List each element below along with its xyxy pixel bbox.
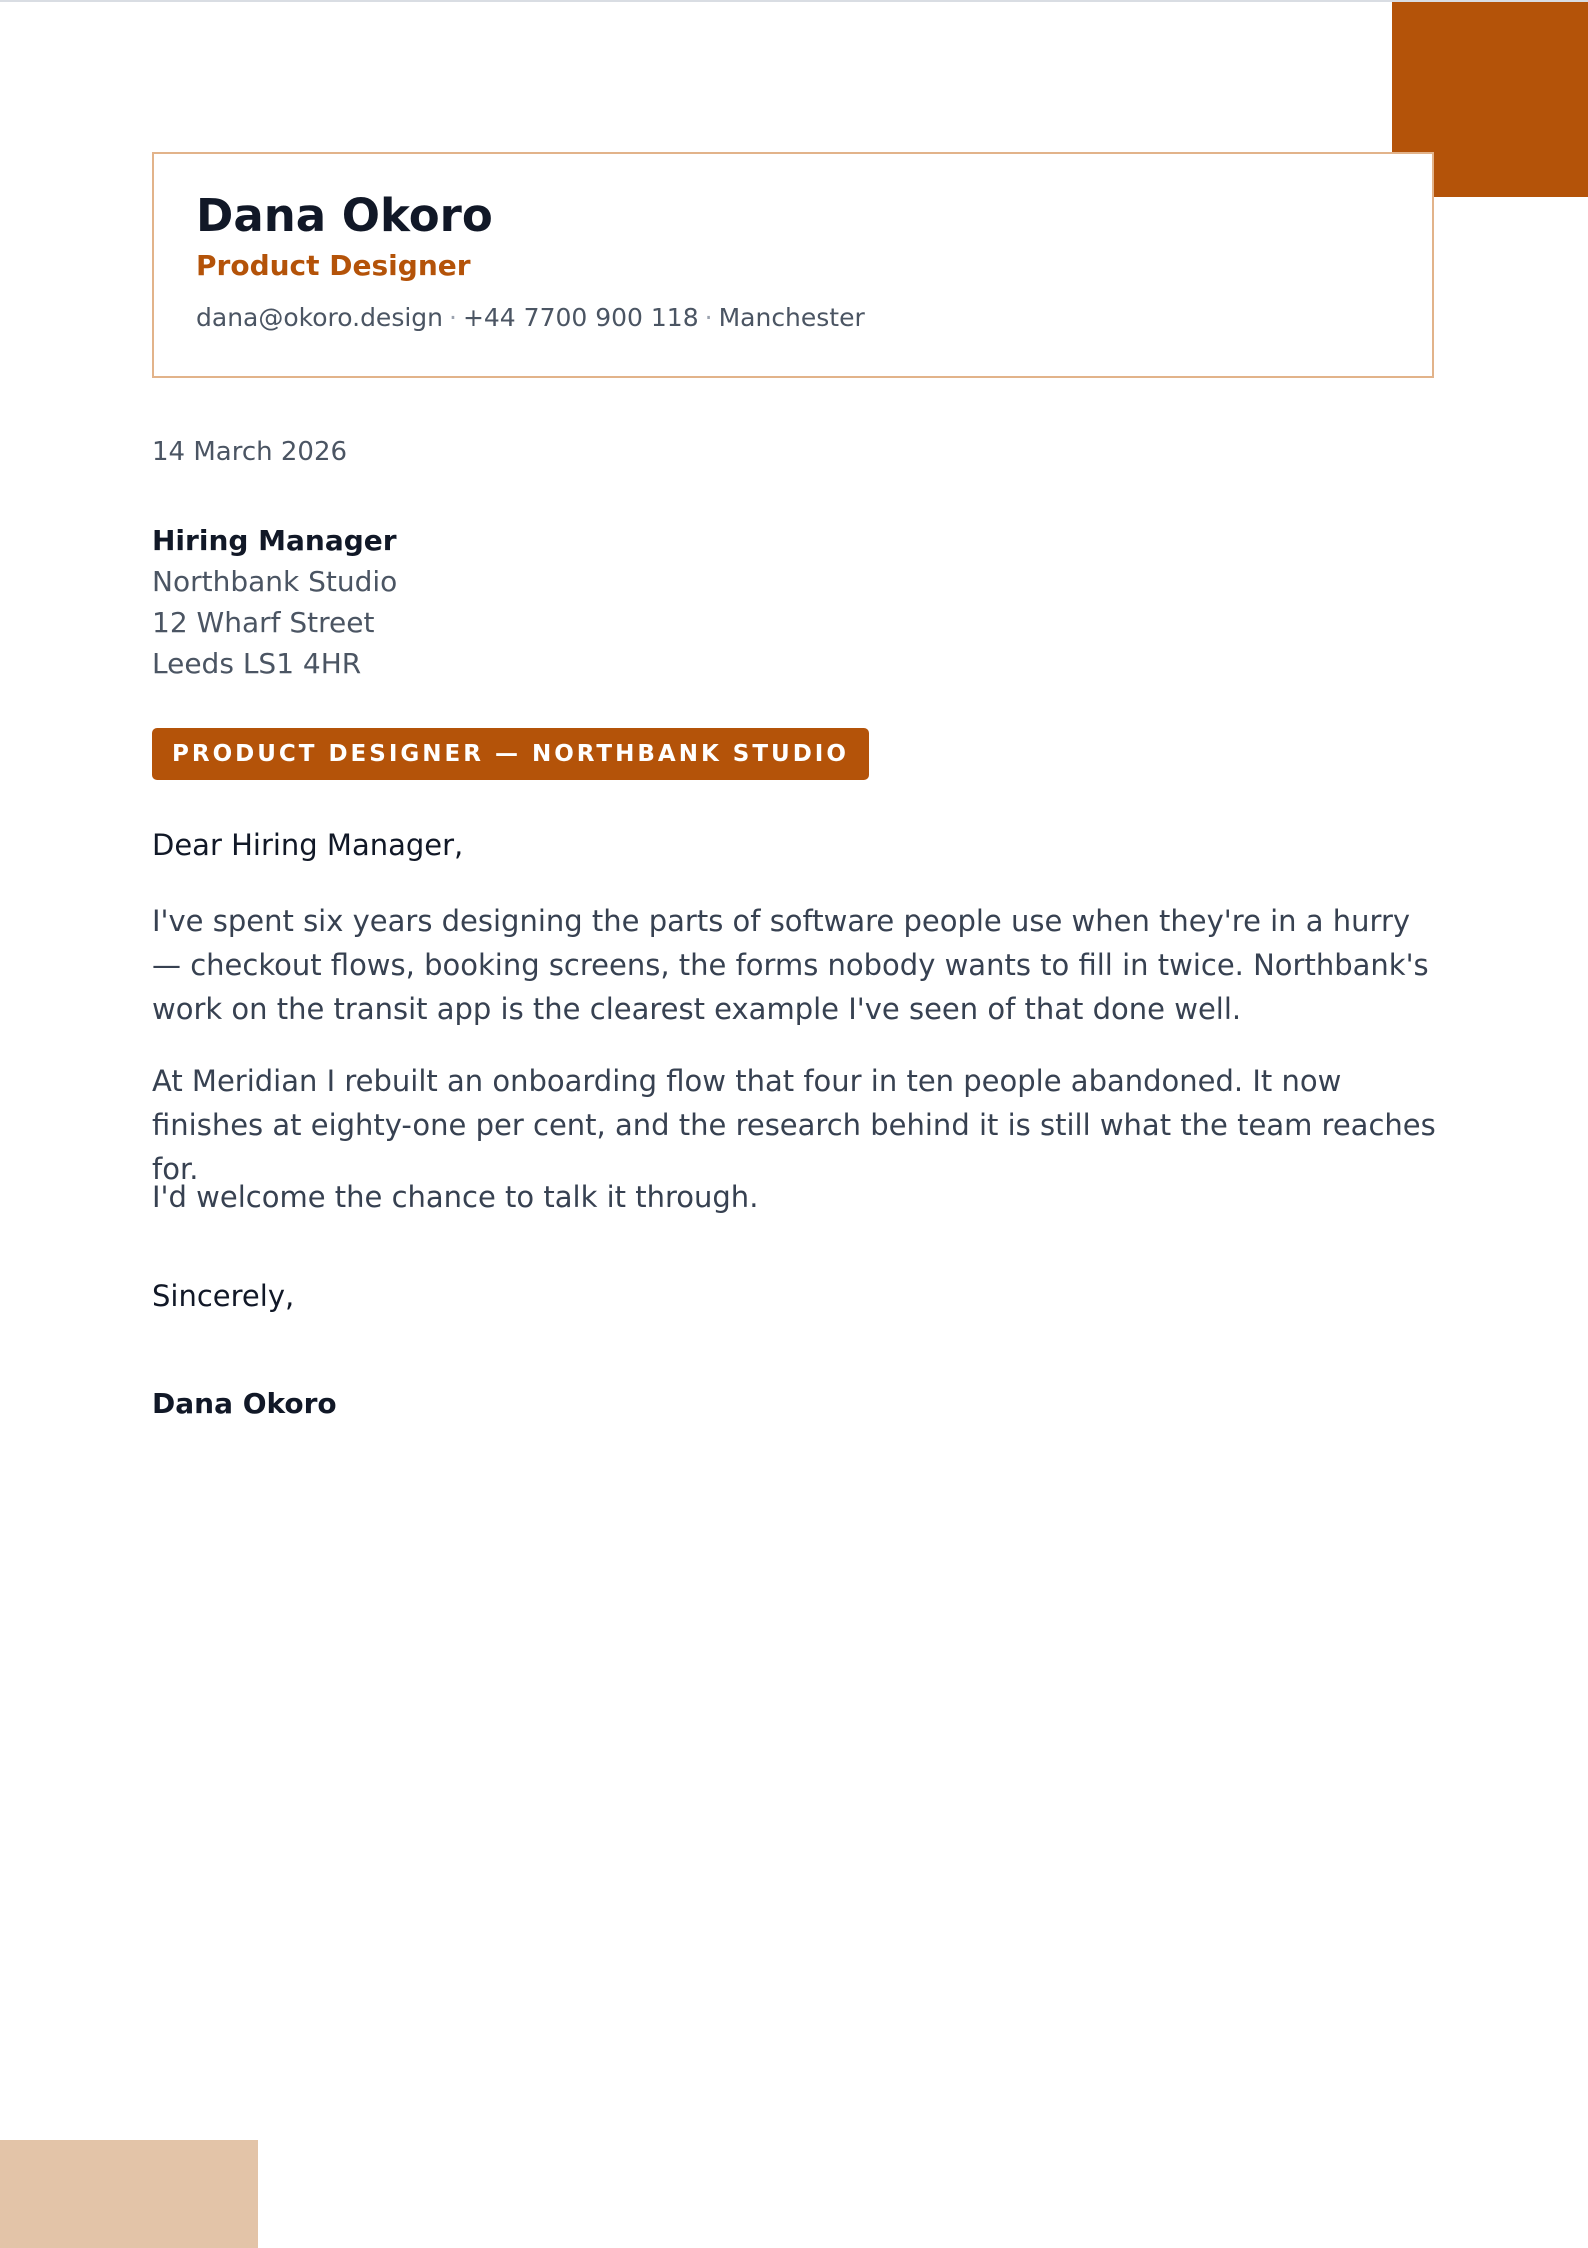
recipient-street: 12 Wharf Street <box>152 606 375 639</box>
contact-separator: · <box>449 303 457 332</box>
contact-email[interactable]: dana@okoro.design <box>196 303 443 332</box>
corner-soft-block <box>0 2140 258 2248</box>
body-paragraph: I'd welcome the chance to talk it through. <box>152 1180 759 1214</box>
recipient-company: Northbank Studio <box>152 565 398 598</box>
greeting: Dear Hiring Manager, <box>152 828 464 862</box>
recipient-title: Hiring Manager <box>152 524 397 557</box>
recipient-city: Leeds LS1 4HR <box>152 647 362 680</box>
recipient-block <box>152 520 397 684</box>
body-paragraph: At Meridian I rebuilt an onboarding flow that four in ten people abandoned. It now finishes at eighty-one per cent, and the research behind it is still what the team reaches for. <box>152 1064 1436 1186</box>
signature: Dana Okoro <box>152 1387 337 1420</box>
closing: Sincerely, <box>152 1279 295 1313</box>
contact-separator: · <box>704 303 713 332</box>
sender-role: Product Designer <box>196 249 471 282</box>
contact-phone[interactable]: +44 7700 900 118 <box>462 303 699 332</box>
subject-badge: PRODUCT DESIGNER — NORTHBANK STUDIO <box>152 728 869 780</box>
contact-location: Manchester <box>718 303 865 332</box>
letter-date: 14 March 2026 <box>152 437 348 467</box>
body-paragraph: I've spent six years designing the parts of software people use when they're in a hurry — checkout flows, booking screens, the forms nobody wants to fill in twice. Northbank's work on the transit app is the clearest example I've seen of that done well. <box>152 904 1429 1026</box>
contact-line <box>196 300 1432 336</box>
top-rule <box>0 0 1588 2</box>
sender-name: Dana Okoro <box>196 189 493 242</box>
letterhead-card <box>152 152 1434 378</box>
